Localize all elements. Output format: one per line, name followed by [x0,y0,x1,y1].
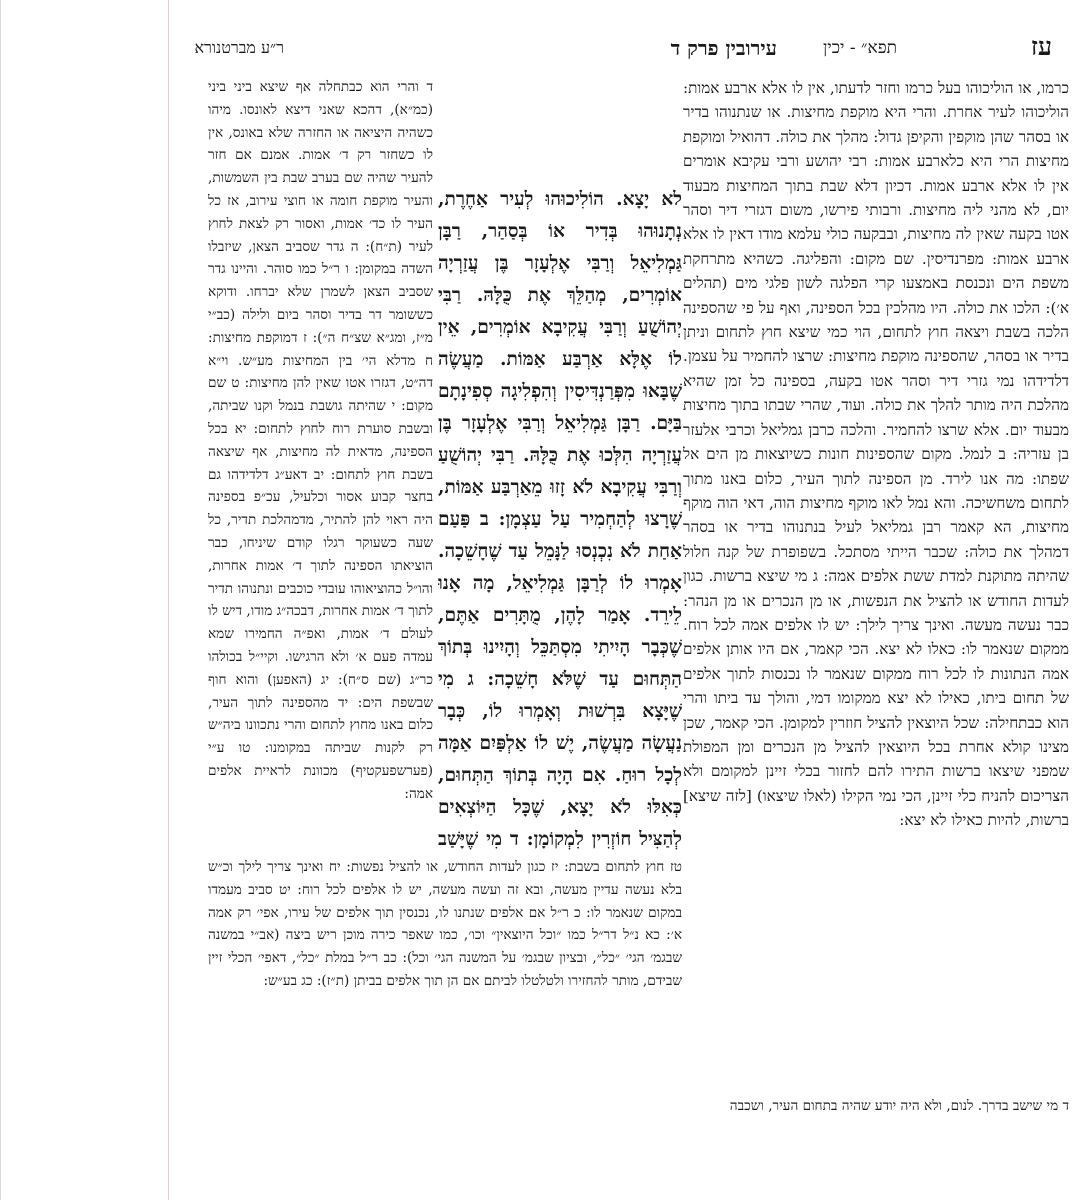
commentary-name: ר״ע מברטנורא [194,38,284,57]
bartenura-continuation-line: ד מי שישב בדרך. לנום, ולא היה יודע שהיה בתחום העיר, ושכבה [729,1098,1069,1114]
mishnah-text: לא יָצָא. הוֹלִיכוּהוּ לְעִיר אַחֶרֶת, נְתָנוּהוּ בְּדִיר אוֹ בְּסַהַר, רַבָּן גַּמְלִיאֵל וְרַבִּי אֶלְעָזָר בֶּן עֲזַרְיָה אוֹמְרִים, מְהַלֵּךְ אֶת כֻּלָּהּ. רַבִּי יְהוֹשֻׁעַ וְרַבִּי עֲקִיבָא אוֹמְרִים, אֵין לוֹ אֶלָּא אַרְבַּע אַמּוֹת. מַעֲשֶׂה שֶׁבָּאוּ מִפְּרַנְדִּיסִין וְהִפְלִיגָה סְפִינָתָם בַּיָּם. רַבָּן גַּמְלִיאֵל וְרַבִּי אֶלְעָזָר בֶּן עֲזַרְיָה הִלְּכוּ אֶת כֻּלָּהּ. רַבִּי יְהוֹשֻׁעַ וְרַבִּי עֲקִיבָא לֹא זָזוּ מֵאַרְבַּע אַמּוֹת, שֶׁרָצוּ לְהַחְמִיר עַל עַצְמָן: ב פַּעַם אַחַת לֹא נִכְנְסוּ לַנָּמֵל עַד שֶׁחָשֵׁכָה. אָמְרוּ לוֹ לְרַבָּן גַּמְלִיאֵל, מָה אָנוּ לֵירֵד. אָמַר לָהֶן, מֻתָּרִים אַתֶּם, שֶׁכְּבָר הָיִיתִי מִסְתַּכֵּל וְהָיִינוּ בְּתוֹךְ הַתְּחוּם עַד שֶׁלֹּא חָשֵׁכָה: ג מִי שֶׁיָּצָא בִּרְשׁוּת וְאָמְרוּ לוֹ, כְּבָר נַעֲשָׂה מַעֲשֶׂה, יֶשׁ לוֹ אַלְפַּיִם אַמָּה לְכָל רוּחַ. אִם הָיָה בְּתוֹךְ הַתְּחוּם, כְּאִלּוּ לֹא יָצָא, שֶׁכָּל הַיּוֹצְאִים לְהַצִּיל חוֹזְרִין לִמְקוֹמָן: ד מִי שֶׁיָּשַׁב [438,189,682,850]
page-header [194,32,1052,66]
tiferet-yisrael-bottom-block [208,856,682,1078]
tiferet-yisrael-text: ד והרי הוא כבתחלה אף שיצא ביני ביני (כמ״א), דהכא שאני דיצא לאונסו. מיהו כשהיה היציאה או החזרה שלא באונס, אין לו כשחזר רק ד׳ אמות. אמנם אם חזר להעיר שהיה שם בערב שבת בין השמשות, והעיר מוקפת חומה או חוצי עירוב, אז כל העיר לו כד׳ אמות, ואסור רק לצאת לחוץ לעיר (ת״ח): ה גדר שסביב הצאן, שיזבלו השדה במקומן: ו ר״ל כמו סוהר. והיינו גדר שסביב הצאן לשמרן שלא יברחו. ודוקא כששומר דר בדיר וסהר ביום ולילה (כב״י מ״ז, ומג״א שצ״ח ה״): ז דמוקפת מחיצות: ח מדלא הי׳ בין המחיצות מע״ש. וי״א דה״ט, דגזרו אטו שאין להן מחיצות: ט שם מקום: י שהיתה גושבת בנמל וקנו שביתה, ובשבת סוערת רוח לחוץ לתחום: יא בכל הספינה, מדאית לה מחיצות, אף שיצאה בשבת חוץ לתחום: יב דאע״ג דלדידהו גם בחצר קבוע אסור וכלעיל, עכ״פ בספינה היה ראוי להן להתיר, מדמהלכת תדיר, כל שעה כשעוקר רגלו קודם שיניחו, כבר הוציאתו הספינה לתוך ד׳ אמות אחרות, והו״ל כהוציאוהו עובדי כוכבים ונתנוהו תדיר לתוך ד׳ אמות אחרות, דבכה״ג מודו, דיש לו לעולם ד׳ אמות, ואפ״ה החמירו שמא עמדה פעם א׳ ולא הרגישו. וקיי״ל בכולהו כר״ג (שם ס״ח): יג (האפען) והוא חוף שבשפת הים: יד מהספינה לתוך העיר, כלום באנו מחוץ לתחום והרי נתכוונו ביה״ש רק לקנות שביתה במקומנו: טו ע״י (פערשפעקטיף) מכוונת לראיית אלפים אמה: [208,79,433,802]
commentary-range: תפא״ - יכין [822,38,897,58]
page-edge [0,0,1,1200]
bartenura-commentary-column [683,76,1069,1104]
tractate-chapter-title: עירובין פרק ד [670,36,777,60]
mishnah-text-column [438,184,682,850]
margin-rule [168,0,169,1200]
bartenura-text: כרמו, או הוליכוהו בעל כרמו וחזר לדעתו, אין לו אלא ארבע אמות: הוליכוהו לעיר אחרת. והרי היא מוקפת מחיצות. או שנתנוהו בדיר או בסהר שהן מוקפין והקיפן גדול: מהלך את כולה. דהואיל ומוקפת מחיצות הרי היא כלארבע אמות: רבי יהושע ורבי עקיבא אומרים אין לו אלא ארבע אמות. דכיון דלא שבת בתוך המחיצות מבעוד יום, לא מהני ליה מחיצות. ורבותי פירשו, משום דגזרי דיר וסהר אטו בקעה שאין לה מחיצות, ובבקעה כולי עלמא מודו דאין לו אלא ארבע אמות: מפרנדיסין. שם מקום: והפליגה. כשהיא מתרחקת משפת הים ונכנסת באמצעו קרי הפלגה לשון פלגי מים (תהלים א׳): הלכו את כולה. היו מהלכין בכל הספינה, ואף על פי שהספינה הלכה בשבת ויצאה חוץ לתחום, הוי כמי שיצא חוץ לתחום וניתן בדיר או בסהר, שהספינה מוקפת מחיצות: שרצו להחמיר על עצמן. דלדידהו נמי גזרי דיר וסהר אטו בקעה, בספינה כל זמן שהיא מהלכת היה מותר להלך את כולה. ועוד, שהרי שבתו בתוך מחיצות מבעוד יום. אלא שרצו להחמיר. והלכה כרבן גמליאל וכרבי אלעזר בן עזריה: ב לנמל. מקום שהספינות חונות כשיוצאות מן הים אל שפתו: מה אנו לירד. מן הספינה לתוך העיר, כלום באנו מתוך לתחום משחשיכה. והא נמל לאו מוקף מחיצות הוה, דאי הוה מוקף מחיצות, הא קאמר רבן גמליאל לעיל בנתנוהו בדיר או בסהר דמהלך את כולה: שכבר הייתי מסתכל. בשפופרת של קנה חלול שהיתה מתוקנת למדת ששת אלפים אמה: ג מי שיצא ברשות. כגון לעדות החודש או להציל את הנפשות, או מן הנכרים או מן הנהר: כבר נעשה מעשה. ואינך צריך לילך: יש לו אלפים אמה לכל רוח. ממקום שנאמר לו: כאלו לא יצא. הכי קאמר, אם היו אותן אלפים אמה הנתונות לו לכל רוח ממקום שנאמר לו נכנסות לתוך אלפים של תחום ביתו, כאילו לא יצא ממקומו דמי, והולך עד ביתו והרי הוא כבתחילה: שכל היוצאין להציל חוזרין למקומן. הכי קאמר, שכן מצינו קולא אחרת בכל היוצאין להציל מן הנכרים ומן המפולת שמפני שיצאו ברשות התירו להם לחזור בכלי זיינן למקומם ולא הצריכום להניח כלי זיינן, הכי נמי הקילו (לאלו שיצאו) [לזה שיצא] ברשות, להיות כאילו לא יצא: [683,79,1069,830]
tiferet-yisrael-bottom-text: טז חוץ לתחום בשבת: יז כגון לעדות החודש, או להציל נפשות: יח ואינך צריך לילך וכ״ש בלא נעשה עדיין מעשה, ובא זה ועשה מעשה, יש לו אלפים לכל רוח: יט סביב מעמדו במקום שנאמר לו: כ ר״ל אם אלפים שנתנו לו, נכנסין תוך אלפים של עירו, אפי׳ רק אמה א׳: כא נ״ל דר״ל כמו ״וכל היוצאין״ וכו׳, כמו שאפר כירה מוכן ריש ביצה (אב״י במשנה שבגמ׳ הגי׳ ״כל״, ובציון שבגמ׳ על המשנה הגי׳ וכל): כב ר״ל במלת ״כל״, דאפי׳ הכלי זיין שבידם, מותר להחזירו ולטלטלו לביתם אם הן תוך אלפים בביתן (ת״ז): כג בע״ש: [208,859,682,989]
folio-number: עז [1030,32,1052,61]
tiferet-yisrael-column [208,76,433,854]
